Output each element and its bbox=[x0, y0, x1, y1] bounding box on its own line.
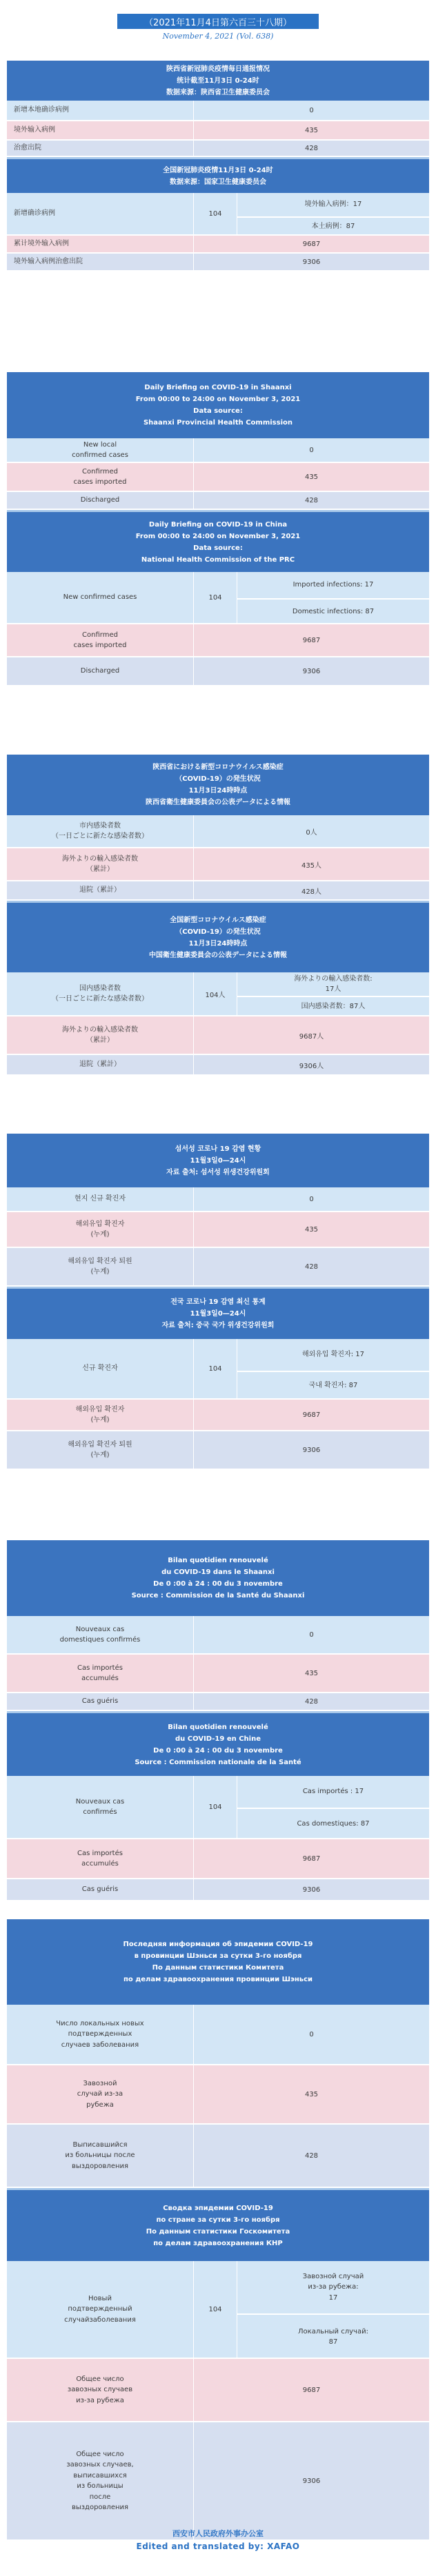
national-row-value: 9306 bbox=[193, 1431, 429, 1469]
local-row bbox=[7, 438, 429, 463]
national-header bbox=[7, 157, 429, 193]
local-header-line: 섬서성 코로나 19 감염 현황 bbox=[175, 1145, 261, 1153]
local-row-value: 435 bbox=[193, 1212, 429, 1247]
local-row-label: 境外输入病例 bbox=[14, 126, 55, 134]
national-new-imported: Imported infections: 17 bbox=[293, 581, 374, 589]
national-row bbox=[7, 1016, 429, 1055]
local-header-line: Bilan quotidien renouvelé bbox=[168, 1557, 268, 1564]
local-row-value: 0 bbox=[193, 2005, 429, 2064]
local-row bbox=[7, 2065, 429, 2125]
national-new-imported: 해외유입 확진자: 17 bbox=[301, 1351, 365, 1359]
local-row bbox=[7, 2125, 429, 2188]
local-row bbox=[7, 492, 429, 510]
local-header-line: du COVID-19 dans le Shaanxi bbox=[161, 1568, 275, 1576]
national-new-domestic: 本土病例：87 bbox=[237, 216, 429, 236]
local-row-label: Cas importés accumulés bbox=[77, 1664, 123, 1682]
national-new-domestic: 국내 확진자: 87 bbox=[237, 1371, 429, 1400]
local-row-value: 0 bbox=[193, 101, 429, 120]
local-row-label: Завозной случай из-за рубежа bbox=[77, 2079, 123, 2109]
national-header-line: Daily Briefing on COVID-19 in China bbox=[148, 520, 288, 529]
national-header-line: Сводка эпидемии COVID-19 bbox=[163, 2204, 273, 2212]
national-row-value: 9687 bbox=[193, 2359, 429, 2421]
local-header-line: De 0 :00 à 24 : 00 du 3 novembre bbox=[153, 1580, 283, 1588]
national-row bbox=[7, 624, 429, 657]
local-row-value: 0 bbox=[193, 1187, 429, 1211]
national-row bbox=[7, 236, 429, 254]
local-row-value: 428 bbox=[193, 1248, 429, 1285]
national-header-line: 全国新冠肺炎疫情11月3日 0-24时 bbox=[163, 166, 273, 174]
national-row bbox=[7, 1839, 429, 1879]
national-row bbox=[7, 657, 429, 686]
national-row bbox=[7, 2422, 429, 2541]
local-row-value: 435 bbox=[193, 1655, 429, 1692]
national-new-row bbox=[7, 572, 429, 624]
local-row-value: 435人 bbox=[193, 848, 429, 880]
local-header-line: 陕西省新冠肺炎疫情每日通报情况 bbox=[166, 65, 270, 73]
local-row-value: 435 bbox=[193, 463, 429, 491]
national-new-label: 신규 확진자 bbox=[82, 1364, 118, 1373]
local-header-line: в провинции Шэньси за сутки 3-го ноября bbox=[134, 1952, 302, 1960]
national-new-label: New confirmed cases bbox=[63, 593, 137, 602]
national-row bbox=[7, 1055, 429, 1076]
local-row-value: 428人 bbox=[193, 881, 429, 899]
national-header bbox=[7, 510, 429, 572]
footer-credit: Edited and translated by: XAFAO bbox=[136, 2542, 300, 2551]
local-row bbox=[7, 101, 429, 121]
national-new-total: 104 bbox=[193, 1339, 237, 1398]
national-new-domestic: Локальный случай: 87 bbox=[237, 2313, 429, 2359]
local-header-line: Daily Briefing on COVID-19 in Shaanxi bbox=[144, 384, 292, 391]
local-row-label: 海外よりの輸入感染者数 （累計） bbox=[62, 855, 138, 873]
section-fr bbox=[7, 1540, 429, 1901]
national-row bbox=[7, 1400, 429, 1431]
local-row-label: Confirmed cases imported bbox=[73, 467, 127, 486]
local-header-line: по делам здравоохранения провинции Шэньси bbox=[123, 1976, 313, 1983]
local-header bbox=[7, 61, 429, 101]
national-row bbox=[7, 254, 429, 272]
national-new-imported: 境外输入病例：17 bbox=[304, 201, 362, 209]
issue-banner: （2021年11月4日第六百三十八期） bbox=[117, 14, 319, 29]
national-new-row bbox=[7, 1776, 429, 1839]
national-header-line: 11월3일0—24시 bbox=[190, 1310, 246, 1318]
national-row-label: 境外输入病例治愈出院 bbox=[14, 258, 83, 266]
national-row-label: 退院（累計） bbox=[79, 1061, 121, 1069]
national-row-value: 9306 bbox=[193, 2422, 429, 2539]
national-row-value: 9306 bbox=[193, 254, 429, 270]
local-row-label: New local confirmed cases bbox=[72, 440, 128, 459]
local-row bbox=[7, 2005, 429, 2065]
national-header-line: по делам здравоохранения КНР bbox=[153, 2239, 283, 2247]
national-new-total: 104人 bbox=[193, 972, 237, 1015]
national-row-label: Discharged bbox=[80, 667, 120, 675]
section-ko bbox=[7, 1134, 429, 1470]
national-header-line: Source : Commission nationale de la Santé bbox=[135, 1758, 301, 1766]
national-row-value: 9306人 bbox=[193, 1055, 429, 1074]
section-zh bbox=[7, 61, 429, 272]
national-new-row bbox=[7, 193, 429, 236]
national-row bbox=[7, 1431, 429, 1470]
local-row-value: 0 bbox=[193, 438, 429, 462]
local-row-label: Число локальных новых подтвержденных случаев заболевания bbox=[56, 2019, 144, 2049]
section-ja bbox=[7, 755, 429, 1076]
national-row-value: 9687 bbox=[193, 236, 429, 252]
local-header-line: По данным статистики Комитета bbox=[152, 1964, 284, 1972]
national-header-line: 자료 출처: 중국 국가 위생건강위원회 bbox=[161, 1322, 275, 1329]
national-header-line: 全国新型コロナウイルス感染症 bbox=[170, 916, 266, 924]
local-row-value: 435 bbox=[193, 2065, 429, 2123]
national-new-row bbox=[7, 2261, 429, 2359]
local-row bbox=[7, 881, 429, 901]
national-new-row bbox=[7, 1339, 429, 1400]
national-header bbox=[7, 2188, 429, 2261]
local-header bbox=[7, 372, 429, 438]
national-header-line: По данным статистики Госкомитета bbox=[146, 2227, 290, 2236]
national-new-domestic: Cas domestiques: 87 bbox=[237, 1808, 429, 1839]
national-header-line: по стране за сутки 3-го ноября bbox=[156, 2216, 280, 2224]
local-row-label: 해외유입 확진자 퇴원 (누계) bbox=[68, 1257, 132, 1276]
local-row bbox=[7, 141, 429, 157]
local-header-line: Data source: bbox=[193, 407, 243, 415]
footer bbox=[0, 2528, 436, 2551]
national-header-line: 数据来源：国家卫生健康委员会 bbox=[170, 178, 266, 186]
local-row-value: 428 bbox=[193, 141, 429, 156]
local-row bbox=[7, 1212, 429, 1248]
national-new-total: 104 bbox=[193, 1776, 237, 1838]
local-header-line: 数据来源：陕西省卫生健康委员会 bbox=[166, 88, 270, 96]
national-row-label: Confirmed cases imported bbox=[73, 631, 127, 649]
national-row-value: 9306 bbox=[193, 657, 429, 685]
local-row bbox=[7, 463, 429, 492]
national-row-value: 9687 bbox=[193, 1400, 429, 1430]
local-row-label: 治愈出院 bbox=[14, 144, 41, 152]
local-header-line: Shaanxi Provincial Health Commission bbox=[143, 419, 293, 427]
local-row-label: Выписавшийся из больницы после выздоровления bbox=[65, 2140, 135, 2170]
national-row-value: 9687 bbox=[193, 1839, 429, 1878]
local-row bbox=[7, 1616, 429, 1655]
local-row-value: 0 bbox=[193, 1616, 429, 1653]
local-row-label: Discharged bbox=[80, 496, 120, 504]
local-header-line: Последняя информация об эпидемии COVID-19 bbox=[123, 1941, 313, 1948]
local-row-label: 해외유입 확진자 (누계) bbox=[75, 1220, 125, 1238]
local-header bbox=[7, 1134, 429, 1187]
local-header-line: 陝西省衛生健康委員会の公表データによる情報 bbox=[146, 799, 290, 806]
local-row bbox=[7, 1187, 429, 1212]
national-row-label: Общее число завозных случаев, выписавшихся из больницы после выздоровления bbox=[66, 2450, 134, 2511]
local-header-line: 11월3일0—24시 bbox=[190, 1156, 246, 1165]
national-header-line: National Health Commission of the PRC bbox=[141, 555, 295, 564]
local-row bbox=[7, 1655, 429, 1693]
local-header-line: 자료 출처: 섬서성 위생건강위원회 bbox=[166, 1168, 270, 1176]
national-header-line: Bilan quotidien renouvelé bbox=[168, 1723, 268, 1731]
local-row-label: 退院（累計） bbox=[79, 886, 121, 895]
national-new-domestic: Domestic infections: 87 bbox=[237, 598, 429, 624]
national-new-total: 104 bbox=[193, 572, 237, 623]
local-header-line: 陝西省における新型コロナウイルス感染症 bbox=[152, 764, 284, 771]
national-new-label: 新增确诊病例 bbox=[14, 209, 55, 218]
section-en bbox=[7, 372, 429, 686]
local-row-value: 428 bbox=[193, 1693, 429, 1710]
local-header bbox=[7, 1540, 429, 1616]
national-new-imported: Cas importés : 17 bbox=[302, 1788, 364, 1796]
local-header-line: 11月3日24時時点 bbox=[188, 787, 248, 795]
national-new-imported: 海外よりの輸入感染者数: 17人 bbox=[294, 974, 373, 993]
footer-office: 西安市人民政府外事办公室 bbox=[172, 2529, 264, 2538]
local-row-label: 新增本地确诊病例 bbox=[14, 106, 69, 114]
national-new-total: 104 bbox=[193, 2261, 237, 2358]
national-new-label: Новый подтвержденный случайзаболевания bbox=[64, 2294, 136, 2324]
local-row bbox=[7, 815, 429, 848]
local-row-label: Nouveaux cas domestiques confirmés bbox=[59, 1625, 141, 1644]
national-new-label: Nouveaux cas confirmés bbox=[75, 1797, 125, 1816]
national-header-line: du COVID-19 en Chine bbox=[175, 1735, 261, 1743]
local-row-value: 435 bbox=[193, 121, 429, 139]
section-ru bbox=[7, 1919, 429, 2541]
issue-subtitle: November 4, 2021 (Vol. 638) bbox=[162, 32, 274, 41]
national-new-total: 104 bbox=[193, 193, 237, 234]
national-row-label: 海外よりの輸入感染者数 （累計） bbox=[62, 1025, 138, 1044]
local-row bbox=[7, 1248, 429, 1287]
national-row bbox=[7, 2359, 429, 2422]
national-header bbox=[7, 1287, 429, 1339]
national-row-label: Cas importés accumulés bbox=[77, 1849, 123, 1868]
national-row bbox=[7, 1879, 429, 1901]
national-row-value: 9687人 bbox=[193, 1016, 429, 1054]
local-header-line: Source : Commission de la Santé du Shaanxi bbox=[131, 1592, 305, 1599]
national-header-line: 11月3日24時時点 bbox=[188, 939, 248, 948]
national-row-label: 해외유입 확진자 퇴원 (누계) bbox=[68, 1440, 132, 1459]
national-row-value: 9687 bbox=[193, 624, 429, 656]
national-header-line: Data source: bbox=[193, 544, 243, 552]
national-new-domestic: 国内感染者数：87人 bbox=[237, 996, 429, 1016]
local-row-label: 현지 신규 확진자 bbox=[75, 1195, 126, 1203]
national-header-line: De 0 :00 à 24 : 00 du 3 novembre bbox=[153, 1746, 283, 1755]
local-header-line: （COVID-19）の発生状況 bbox=[175, 775, 261, 783]
national-header-line: （COVID-19）の発生状況 bbox=[175, 928, 261, 936]
local-row bbox=[7, 121, 429, 141]
national-new-row bbox=[7, 972, 429, 1016]
national-header bbox=[7, 901, 429, 972]
national-row-value: 9306 bbox=[193, 1879, 429, 1900]
local-row-value: 428 bbox=[193, 2125, 429, 2187]
local-row bbox=[7, 1693, 429, 1711]
local-row bbox=[7, 848, 429, 881]
national-header-line: 전국 코로나 19 감염 최신 통계 bbox=[170, 1298, 266, 1306]
national-row-label: Cas guéris bbox=[81, 1885, 119, 1894]
local-header bbox=[7, 755, 429, 815]
national-header bbox=[7, 1711, 429, 1776]
local-header bbox=[7, 1919, 429, 2005]
local-header-line: 统计截至11月3日 0-24时 bbox=[177, 76, 259, 85]
national-header-line: 中国衛生健康委員会の公表データによる情報 bbox=[149, 951, 287, 959]
national-header-line: From 00:00 to 24:00 on November 3, 2021 bbox=[135, 532, 301, 540]
local-row-value: 0人 bbox=[193, 815, 429, 847]
national-row-label: 해외유입 확진자 (누계) bbox=[75, 1405, 125, 1424]
national-new-label: 国内感染者数 （一日ごとに新たな感染者数） bbox=[52, 984, 148, 1003]
national-row-label: 累计境外输入病例 bbox=[14, 240, 69, 248]
local-row-label: Cas guéris bbox=[81, 1697, 119, 1706]
local-header-line: From 00:00 to 24:00 on November 3, 2021 bbox=[135, 396, 301, 403]
national-row-label: Общее число завозных случаев из-за рубежа bbox=[67, 2375, 133, 2404]
local-row-value: 428 bbox=[193, 492, 429, 509]
national-new-imported: Завозной случай из-за рубежа: 17 bbox=[302, 2272, 364, 2302]
local-row-label: 市内感染者数 （一日ごとに新たな感染者数） bbox=[52, 821, 148, 840]
